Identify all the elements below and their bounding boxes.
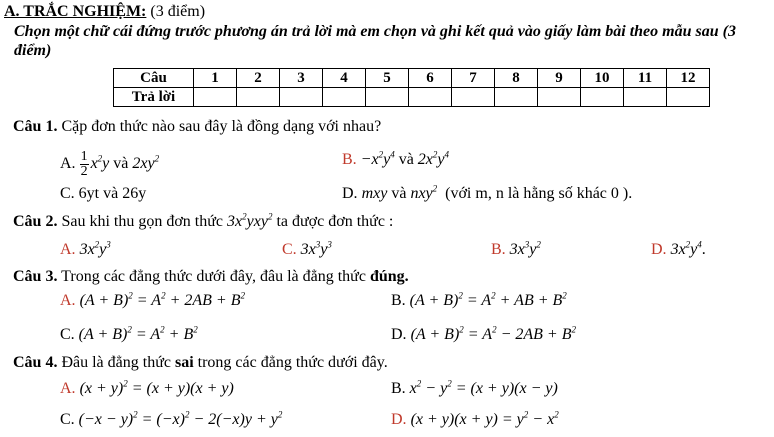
table-row bbox=[114, 69, 710, 88]
answer-table bbox=[113, 68, 710, 107]
q4-option-a: A. $(x + y)^2 = (x + y)(x + y)$ bbox=[60, 378, 234, 397]
instruction: Chọn một chữ cái đứng trước phương án trả lời mà em chọn và ghi kết quả vào giấy làm bài theo mẫu sau (3 điểm) bbox=[14, 23, 736, 59]
question-2: Câu 2. Sau khi thu gọn đơn thức $3x^2yxy^2$ ta được đơn thức : bbox=[13, 211, 394, 230]
q2-option-a: A. $3x^2y^3$ bbox=[60, 239, 111, 258]
q1-option-b: B. $-x^2y^4$ và $2x^2y^4$ bbox=[342, 149, 450, 168]
table-cell: 5 bbox=[366, 69, 409, 88]
q3-option-b: B. $(A + B)^2 = A^2$ + AB + $B^2$ bbox=[391, 290, 567, 309]
table-cell-header: Trả lời bbox=[114, 88, 194, 107]
q2-option-b: B. $3x^3y^2$ bbox=[491, 239, 541, 258]
table-cell: 1 bbox=[194, 69, 237, 88]
q1-option-c: C. 6yt và 26y bbox=[60, 185, 147, 202]
q3-option-c: C. $(A + B)^2 = A^2 + B^2$ bbox=[60, 324, 198, 343]
question-4: Câu 4. Đâu là đẳng thức sai trong các đẳng thức dưới đây. bbox=[13, 354, 388, 371]
table-row bbox=[114, 88, 710, 107]
table-cell: 8 bbox=[495, 69, 538, 88]
question-3: Câu 3. Trong các đẳng thức dưới đây, đâu là đẳng thức đúng. bbox=[13, 268, 409, 285]
table-cell: 7 bbox=[452, 69, 495, 88]
table-cell: 4 bbox=[323, 69, 366, 88]
table-cell: 3 bbox=[280, 69, 323, 88]
q1-option-a: A. $\frac{1}{2}$ $x^2y$ và $2xy^2$ bbox=[60, 149, 160, 179]
table-cell: 6 bbox=[409, 69, 452, 88]
table-cell: 11 bbox=[624, 69, 667, 88]
q1-option-d: D. mxy và nxy$^2$ (với m, n là hằng số khác 0 ). bbox=[342, 183, 633, 202]
q4-option-b: B. $x^2 - y^2 = (x + y)(x - y)$ bbox=[391, 378, 558, 397]
q3-option-d: D. $(A + B)^2 = A^2 - 2AB + B^2$ bbox=[391, 324, 576, 343]
section-title: A. TRẮC NGHIỆM: (3 điểm) bbox=[4, 3, 206, 20]
question-1: Câu 1. Cặp đơn thức nào sau đây là đồng dạng với nhau? bbox=[13, 118, 382, 135]
table-cell: 9 bbox=[538, 69, 581, 88]
q3-option-a: A. $(A + B)^2 = A^2 + 2AB + B^2$ bbox=[60, 290, 245, 309]
q4-option-d: D. $(x + y)(x + y) = y^2 - x^2$ bbox=[391, 409, 559, 428]
table-cell: 12 bbox=[667, 69, 710, 88]
q4-option-c: C. $(-x - y)^2 = (-x)^2 - 2(-x)y + y^2$ bbox=[60, 409, 283, 428]
q2-option-c: C. $3x^3y^3$ bbox=[282, 239, 332, 258]
table-cell: 2 bbox=[237, 69, 280, 88]
q2-option-d: D. $3x^2y^4$. bbox=[651, 239, 706, 258]
table-cell-header: Câu bbox=[114, 69, 194, 88]
table-cell: 10 bbox=[581, 69, 624, 88]
